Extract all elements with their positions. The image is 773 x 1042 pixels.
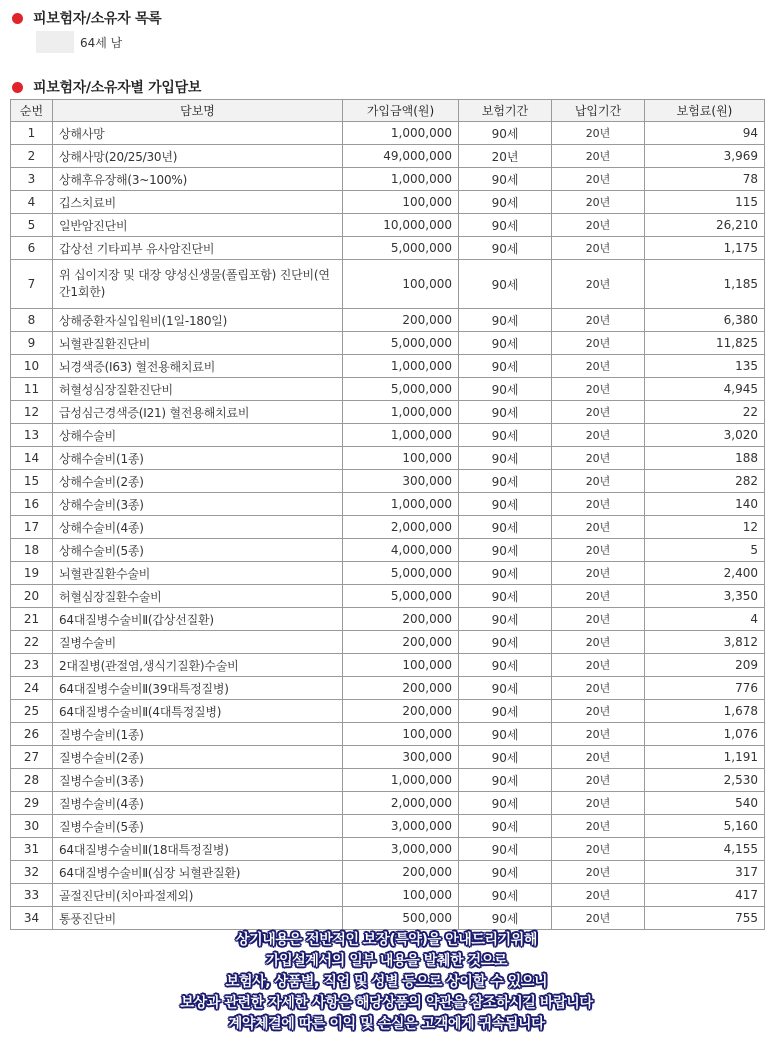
cell-no: 26 [11, 723, 53, 746]
cell-payment-term: 20년 [552, 447, 645, 470]
cell-insurance-term: 90세 [459, 516, 552, 539]
cell-premium: 1,175 [645, 237, 765, 260]
coverage-table [10, 99, 765, 930]
cell-insurance-term: 20년 [459, 145, 552, 168]
table-row [11, 769, 765, 792]
cell-coverage-name: 상해사망 [53, 122, 343, 145]
cell-payment-term: 20년 [552, 309, 645, 332]
cell-insurance-term: 90세 [459, 723, 552, 746]
table-row [11, 677, 765, 700]
table-row [11, 792, 765, 815]
cell-payment-term: 20년 [552, 470, 645, 493]
table-row [11, 355, 765, 378]
cell-insurance-term: 90세 [459, 907, 552, 930]
cell-amount: 3,000,000 [343, 815, 459, 838]
cell-amount: 300,000 [343, 470, 459, 493]
notice-line: 보상과 관련한 자세한 사항은 해당상품의 약관을 참조하시길 바랍니다 [180, 995, 593, 1011]
cell-coverage-name: 위 십이지장 및 대장 양성신생물(폴립포함) 진단비(연간1회한) [53, 260, 343, 309]
cell-coverage-name: 상해사망(20/25/30년) [53, 145, 343, 168]
table-row [11, 516, 765, 539]
cell-premium: 4,945 [645, 378, 765, 401]
red-bullet-icon [12, 82, 23, 93]
cell-amount: 200,000 [343, 631, 459, 654]
cell-no: 34 [11, 907, 53, 930]
cell-coverage-name: 질병수술비 [53, 631, 343, 654]
red-bullet-icon [12, 13, 23, 24]
cell-coverage-name: 갑상선 기타피부 유사암진단비 [53, 237, 343, 260]
cell-insurance-term: 90세 [459, 237, 552, 260]
cell-coverage-name: 64대질병수술비Ⅱ(18대특정질병) [53, 838, 343, 861]
cell-amount: 1,000,000 [343, 355, 459, 378]
cell-amount: 4,000,000 [343, 539, 459, 562]
cell-insurance-term: 90세 [459, 562, 552, 585]
cell-amount: 5,000,000 [343, 332, 459, 355]
cell-no: 16 [11, 493, 53, 516]
table-row [11, 654, 765, 677]
cell-amount: 1,000,000 [343, 122, 459, 145]
insured-list-header [12, 8, 161, 28]
cell-amount: 500,000 [343, 907, 459, 930]
cell-payment-term: 20년 [552, 907, 645, 930]
cell-insurance-term: 90세 [459, 447, 552, 470]
cell-no: 25 [11, 700, 53, 723]
cell-premium: 4 [645, 608, 765, 631]
table-row [11, 309, 765, 332]
table-header-row [11, 100, 765, 122]
header-no: 순번 [11, 100, 53, 122]
cell-insurance-term: 90세 [459, 122, 552, 145]
cell-amount: 2,000,000 [343, 516, 459, 539]
cell-insurance-term: 90세 [459, 539, 552, 562]
cell-insurance-term: 90세 [459, 168, 552, 191]
cell-premium: 94 [645, 122, 765, 145]
cell-insurance-term: 90세 [459, 700, 552, 723]
cell-coverage-name: 뇌혈관질환진단비 [53, 332, 343, 355]
cell-insurance-term: 90세 [459, 861, 552, 884]
cell-premium: 282 [645, 470, 765, 493]
cell-premium: 755 [645, 907, 765, 930]
cell-no: 5 [11, 214, 53, 237]
cell-coverage-name: 64대질병수술비Ⅱ(갑상선질환) [53, 608, 343, 631]
disclaimer-notice [0, 930, 773, 1035]
cell-premium: 6,380 [645, 309, 765, 332]
table-row [11, 815, 765, 838]
cell-amount: 5,000,000 [343, 562, 459, 585]
cell-payment-term: 20년 [552, 539, 645, 562]
cell-no: 33 [11, 884, 53, 907]
cell-coverage-name: 통풍진단비 [53, 907, 343, 930]
cell-amount: 1,000,000 [343, 168, 459, 191]
cell-insurance-term: 90세 [459, 378, 552, 401]
table-row [11, 608, 765, 631]
table-row [11, 168, 765, 191]
cell-insurance-term: 90세 [459, 214, 552, 237]
cell-coverage-name: 질병수술비(2종) [53, 746, 343, 769]
table-row [11, 631, 765, 654]
cell-payment-term: 20년 [552, 355, 645, 378]
cell-amount: 100,000 [343, 884, 459, 907]
cell-premium: 26,210 [645, 214, 765, 237]
cell-no: 29 [11, 792, 53, 815]
cell-payment-term: 20년 [552, 585, 645, 608]
insured-list-title: 피보험자/소유자 목록 [33, 11, 162, 27]
cell-no: 11 [11, 378, 53, 401]
cell-premium: 12 [645, 516, 765, 539]
cell-insurance-term: 90세 [459, 493, 552, 516]
cell-no: 19 [11, 562, 53, 585]
cell-no: 27 [11, 746, 53, 769]
cell-insurance-term: 90세 [459, 332, 552, 355]
table-row [11, 861, 765, 884]
cell-amount: 100,000 [343, 191, 459, 214]
cell-insurance-term: 90세 [459, 838, 552, 861]
cell-amount: 100,000 [343, 260, 459, 309]
cell-amount: 1,000,000 [343, 401, 459, 424]
cell-no: 15 [11, 470, 53, 493]
cell-insurance-term: 90세 [459, 815, 552, 838]
cell-insurance-term: 90세 [459, 309, 552, 332]
table-body [11, 122, 765, 930]
cell-insurance-term: 90세 [459, 677, 552, 700]
table-row [11, 907, 765, 930]
cell-premium: 417 [645, 884, 765, 907]
table-row [11, 145, 765, 168]
table-row [11, 447, 765, 470]
cell-payment-term: 20년 [552, 746, 645, 769]
cell-premium: 1,191 [645, 746, 765, 769]
cell-insurance-term: 90세 [459, 191, 552, 214]
cell-coverage-name: 깁스치료비 [53, 191, 343, 214]
cell-payment-term: 20년 [552, 631, 645, 654]
cell-payment-term: 20년 [552, 562, 645, 585]
cell-no: 8 [11, 309, 53, 332]
cell-amount: 1,000,000 [343, 424, 459, 447]
cell-amount: 100,000 [343, 654, 459, 677]
cell-no: 10 [11, 355, 53, 378]
cell-no: 13 [11, 424, 53, 447]
cell-amount: 100,000 [343, 723, 459, 746]
cell-premium: 22 [645, 401, 765, 424]
insured-age-gender: 64세 남 [80, 35, 123, 50]
cell-payment-term: 20년 [552, 838, 645, 861]
cell-payment-term: 20년 [552, 424, 645, 447]
cell-payment-term: 20년 [552, 815, 645, 838]
table-row [11, 237, 765, 260]
cell-insurance-term: 90세 [459, 746, 552, 769]
cell-insurance-term: 90세 [459, 355, 552, 378]
table-row [11, 562, 765, 585]
cell-insurance-term: 90세 [459, 401, 552, 424]
cell-no: 14 [11, 447, 53, 470]
cell-amount: 200,000 [343, 309, 459, 332]
cell-amount: 5,000,000 [343, 585, 459, 608]
cell-premium: 209 [645, 654, 765, 677]
cell-payment-term: 20년 [552, 237, 645, 260]
table-row [11, 470, 765, 493]
cell-insurance-term: 90세 [459, 608, 552, 631]
cell-payment-term: 20년 [552, 792, 645, 815]
cell-insurance-term: 90세 [459, 792, 552, 815]
cell-premium: 540 [645, 792, 765, 815]
cell-coverage-name: 질병수술비(4종) [53, 792, 343, 815]
table-row [11, 260, 765, 309]
cell-premium: 3,350 [645, 585, 765, 608]
cell-payment-term: 20년 [552, 214, 645, 237]
cell-no: 28 [11, 769, 53, 792]
cell-insurance-term: 90세 [459, 631, 552, 654]
cell-insurance-term: 90세 [459, 884, 552, 907]
cell-premium: 2,400 [645, 562, 765, 585]
cell-insurance-term: 90세 [459, 470, 552, 493]
cell-payment-term: 20년 [552, 516, 645, 539]
cell-coverage-name: 상해수술비(3종) [53, 493, 343, 516]
cell-no: 6 [11, 237, 53, 260]
cell-coverage-name: 허혈심장질환수술비 [53, 585, 343, 608]
table-row [11, 424, 765, 447]
cell-coverage-name: 64대질병수술비Ⅱ(심장 뇌혈관질환) [53, 861, 343, 884]
notice-line: 가입설계서의 일부 내용을 발췌한 것으로 [265, 953, 507, 969]
table-row [11, 493, 765, 516]
cell-payment-term: 20년 [552, 861, 645, 884]
header-coverage-name: 담보명 [53, 100, 343, 122]
table-row [11, 378, 765, 401]
cell-coverage-name: 골절진단비(치아파절제외) [53, 884, 343, 907]
cell-payment-term: 20년 [552, 122, 645, 145]
cell-amount: 300,000 [343, 746, 459, 769]
cell-premium: 135 [645, 355, 765, 378]
cell-premium: 115 [645, 191, 765, 214]
cell-no: 2 [11, 145, 53, 168]
cell-coverage-name: 급성심근경색증(I21) 혈전용해치료비 [53, 401, 343, 424]
cell-no: 32 [11, 861, 53, 884]
table-row [11, 884, 765, 907]
coverage-title: 피보험자/소유자별 가입담보 [33, 80, 202, 96]
cell-payment-term: 20년 [552, 168, 645, 191]
cell-coverage-name: 2대질병(관절염,생식기질환)수술비 [53, 654, 343, 677]
cell-premium: 78 [645, 168, 765, 191]
table-row [11, 723, 765, 746]
cell-payment-term: 20년 [552, 145, 645, 168]
table-row [11, 332, 765, 355]
cell-no: 1 [11, 122, 53, 145]
table-row [11, 401, 765, 424]
header-amount: 가입금액(원) [343, 100, 459, 122]
cell-no: 3 [11, 168, 53, 191]
cell-premium: 2,530 [645, 769, 765, 792]
cell-amount: 200,000 [343, 677, 459, 700]
cell-insurance-term: 90세 [459, 260, 552, 309]
cell-payment-term: 20년 [552, 677, 645, 700]
cell-coverage-name: 질병수술비(5종) [53, 815, 343, 838]
header-payment-term: 납입기간 [552, 100, 645, 122]
cell-no: 18 [11, 539, 53, 562]
cell-premium: 3,020 [645, 424, 765, 447]
table-row [11, 539, 765, 562]
cell-payment-term: 20년 [552, 769, 645, 792]
notice-line: 보험사, 상품별, 직업 및 성별 등으로 상이할 수 있으니 [225, 974, 548, 990]
cell-payment-term: 20년 [552, 608, 645, 631]
cell-coverage-name: 상해수술비 [53, 424, 343, 447]
cell-amount: 200,000 [343, 700, 459, 723]
cell-amount: 10,000,000 [343, 214, 459, 237]
cell-amount: 1,000,000 [343, 493, 459, 516]
cell-insurance-term: 90세 [459, 769, 552, 792]
cell-amount: 5,000,000 [343, 237, 459, 260]
table-row [11, 838, 765, 861]
cell-insurance-term: 90세 [459, 585, 552, 608]
cell-no: 30 [11, 815, 53, 838]
cell-amount: 1,000,000 [343, 769, 459, 792]
cell-coverage-name: 상해수술비(2종) [53, 470, 343, 493]
cell-payment-term: 20년 [552, 401, 645, 424]
table-row [11, 700, 765, 723]
cell-premium: 1,185 [645, 260, 765, 309]
cell-coverage-name: 질병수술비(3종) [53, 769, 343, 792]
notice-line: 계약체결에 따른 이익 및 손실은 고객에게 귀속됩니다 [228, 1016, 545, 1032]
cell-coverage-name: 상해수술비(4종) [53, 516, 343, 539]
cell-amount: 49,000,000 [343, 145, 459, 168]
insured-row [36, 31, 122, 53]
table-row [11, 214, 765, 237]
cell-payment-term: 20년 [552, 654, 645, 677]
coverage-header [12, 77, 201, 97]
cell-no: 20 [11, 585, 53, 608]
cell-payment-term: 20년 [552, 378, 645, 401]
notice-line: 상기내용은 전반적인 보장(특약)을 안내드리기위해 [235, 932, 538, 948]
cell-premium: 3,812 [645, 631, 765, 654]
cell-premium: 5,160 [645, 815, 765, 838]
cell-payment-term: 20년 [552, 191, 645, 214]
cell-coverage-name: 뇌혈관질환수술비 [53, 562, 343, 585]
cell-no: 23 [11, 654, 53, 677]
cell-payment-term: 20년 [552, 884, 645, 907]
cell-insurance-term: 90세 [459, 654, 552, 677]
cell-coverage-name: 상해중환자실입원비(1일-180일) [53, 309, 343, 332]
cell-insurance-term: 90세 [459, 424, 552, 447]
cell-amount: 2,000,000 [343, 792, 459, 815]
cell-coverage-name: 64대질병수술비Ⅱ(4대특정질병) [53, 700, 343, 723]
table-row [11, 746, 765, 769]
table-row [11, 585, 765, 608]
cell-premium: 5 [645, 539, 765, 562]
cell-coverage-name: 허혈성심장질환진단비 [53, 378, 343, 401]
cell-premium: 11,825 [645, 332, 765, 355]
table-row [11, 191, 765, 214]
cell-no: 12 [11, 401, 53, 424]
table-row [11, 122, 765, 145]
cell-premium: 317 [645, 861, 765, 884]
cell-premium: 4,155 [645, 838, 765, 861]
cell-no: 9 [11, 332, 53, 355]
cell-premium: 776 [645, 677, 765, 700]
cell-coverage-name: 상해후유장해(3~100%) [53, 168, 343, 191]
cell-no: 31 [11, 838, 53, 861]
masked-name-placeholder [36, 31, 74, 53]
cell-amount: 5,000,000 [343, 378, 459, 401]
cell-payment-term: 20년 [552, 700, 645, 723]
cell-coverage-name: 상해수술비(1종) [53, 447, 343, 470]
cell-payment-term: 20년 [552, 260, 645, 309]
cell-payment-term: 20년 [552, 332, 645, 355]
cell-no: 21 [11, 608, 53, 631]
cell-payment-term: 20년 [552, 493, 645, 516]
cell-payment-term: 20년 [552, 723, 645, 746]
cell-premium: 188 [645, 447, 765, 470]
cell-premium: 140 [645, 493, 765, 516]
cell-coverage-name: 상해수술비(5종) [53, 539, 343, 562]
cell-no: 24 [11, 677, 53, 700]
cell-coverage-name: 일반암진단비 [53, 214, 343, 237]
header-premium: 보험료(원) [645, 100, 765, 122]
cell-coverage-name: 질병수술비(1종) [53, 723, 343, 746]
cell-amount: 100,000 [343, 447, 459, 470]
cell-amount: 3,000,000 [343, 838, 459, 861]
cell-amount: 200,000 [343, 861, 459, 884]
cell-no: 22 [11, 631, 53, 654]
cell-premium: 3,969 [645, 145, 765, 168]
cell-no: 7 [11, 260, 53, 309]
cell-no: 4 [11, 191, 53, 214]
cell-no: 17 [11, 516, 53, 539]
cell-coverage-name: 뇌경색증(I63) 혈전용해치료비 [53, 355, 343, 378]
cell-premium: 1,076 [645, 723, 765, 746]
cell-coverage-name: 64대질병수술비Ⅱ(39대특정질병) [53, 677, 343, 700]
header-insurance-term: 보험기간 [459, 100, 552, 122]
cell-amount: 200,000 [343, 608, 459, 631]
cell-premium: 1,678 [645, 700, 765, 723]
